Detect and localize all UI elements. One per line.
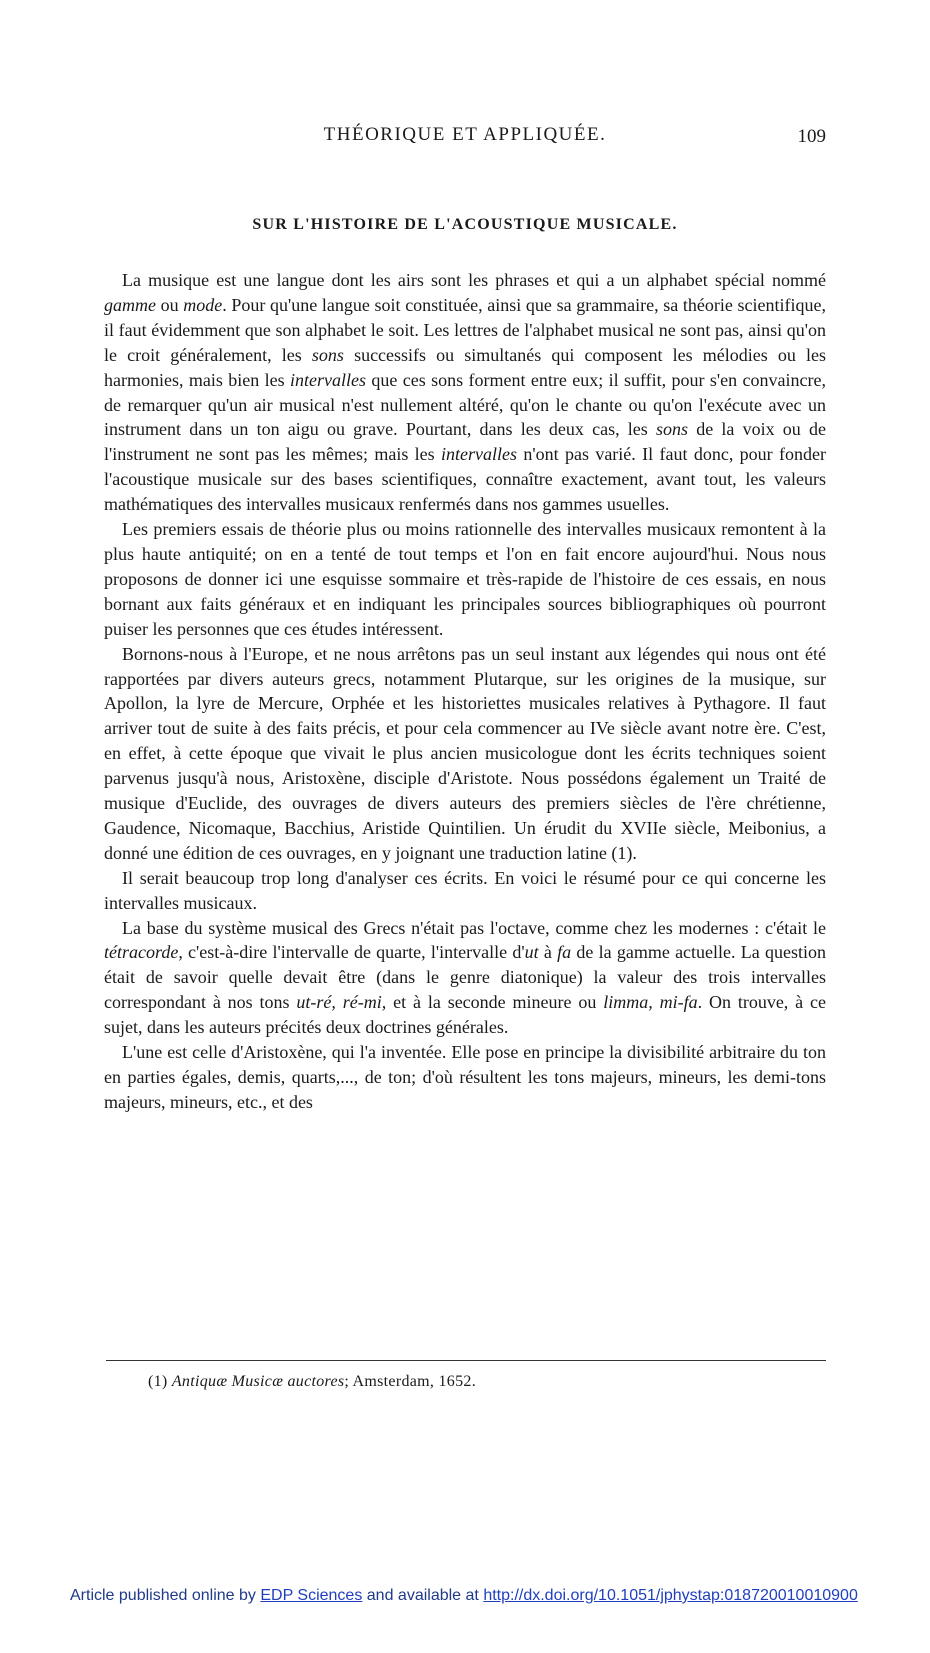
text-run: de la gamme actuelle. La question était de savoir quelle devait être (dans le genre diatonique) la valeur des trois intervalles correspondant à nos tons xyxy=(104,942,826,1013)
italic-term: intervalles xyxy=(441,444,518,465)
text-run: à xyxy=(538,942,558,963)
paragraph-1 xyxy=(104,268,826,517)
text-run: , c'est-à-dire l'intervalle de quarte, l'intervalle d' xyxy=(178,942,525,963)
doi-link[interactable]: http://dx.doi.org/10.1051/jphystap:018720010010900 xyxy=(483,1587,858,1604)
footnote xyxy=(148,1373,828,1391)
italic-term: sons xyxy=(656,419,689,440)
footnote-rule xyxy=(106,1360,826,1361)
text-run: de la voix ou de l'instrument ne sont pas les mêmes; mais les xyxy=(104,419,826,465)
publisher-link[interactable]: EDP Sciences xyxy=(260,1587,363,1604)
text-run: . Pour qu'une langue soit constituée, ainsi que sa grammaire, sa théorie scientifique, il faut évidemment que son alphabet le soit. Les lettres de l'alphabet musical ne sont pas, ainsi qu'on le croit généralement, les xyxy=(104,294,827,365)
italic-term: intervalles xyxy=(290,369,366,390)
footnote-text: ; Amsterdam, 1652. xyxy=(344,1373,477,1390)
paragraph-3: Bornons-nous à l'Europe, et ne nous arrêtons pas un seul instant aux légendes qui nous ont été rapportées par divers auteurs grecs, notamment Plutarque, sur les origines de la musique, sur Apollon, la lyre de Mercure, Orphée et les historiettes musicales relatives à Pythagore. Il faut arriver tout de suite à des faits précis, et pour cela commencer au IVe siècle avant notre ère. C'est, en effet, à cette époque que vivait le plus ancien musicologue dont les écrits techniques soient parvenus jusqu'à nous, Aristoxène, disciple d'Aristote. Nous possédons également un Traité de musique d'Euclide, des ouvrages de divers auteurs des premiers siècles de l'ère chrétienne, Gaudence, Nicomaque, Bacchius, Aristide Quintilien. Un érudit du XVIIe siècle, Meibonius, a donné une édition de ces ouvrages, en y joignant une traduction latine (1). xyxy=(104,643,826,863)
italic-term: gamme xyxy=(104,294,156,315)
running-head: THÉORIQUE ET APPLIQUÉE. xyxy=(323,124,607,145)
footer-text: and available at xyxy=(362,1587,484,1604)
text-run: ou xyxy=(156,294,184,315)
text-run: que ces sons forment entre eux; il suffit, pour s'en convaincre, de remarquer qu'un air musical n'est nullement altéré, qu'on le chante ou qu'on l'exécute avec un instrument dans un ton aigu ou grave. Pourtant, dans les deux cas, les xyxy=(104,369,826,440)
paragraph-2: Les premiers essais de théorie plus ou moins rationnelle des intervalles musicaux remontent à la plus haute antiquité; on en a tenté de tout temps et l'on en fait encore aujourd'hui. Nous nous proposons de donner ici une esquisse sommaire et très-rapide de l'histoire de ces essais, en nous bornant aux faits généraux et en indiquant les principales sources bibliographiques où pourront puiser les personnes que ces études intéressent. xyxy=(104,519,826,639)
footnote-title: Antiquæ Musicæ auctores xyxy=(171,1373,345,1390)
text-run: successifs ou simultanés qui composent les mélodies ou les harmonies, mais bien les xyxy=(104,344,826,390)
paragraph-5 xyxy=(104,916,826,1041)
italic-term: mode xyxy=(183,294,223,315)
publisher-footer xyxy=(70,1587,930,1605)
footnote-marker: (1) xyxy=(148,1373,172,1390)
text-run: et à la seconde mineure ou xyxy=(386,992,604,1013)
italic-term: sons xyxy=(311,344,344,365)
italic-term: tétracorde xyxy=(104,942,179,963)
italic-term: ut xyxy=(524,942,539,963)
running-header xyxy=(104,124,826,154)
paragraph-4: Il serait beaucoup trop long d'analyser ces écrits. En voici le résumé pour ce qui concerne les intervalles musicaux. xyxy=(104,867,826,913)
page-number: 109 xyxy=(797,126,826,147)
italic-term: fa xyxy=(557,942,572,963)
text-run: La musique est une langue dont les airs sont les phrases et qui a un alphabet spécial nommé xyxy=(122,270,826,290)
text-run: La base du système musical des Grecs n'était pas l'octave, comme chez les modernes : c'était le xyxy=(122,917,826,938)
footer-text: Article published online by xyxy=(70,1587,261,1604)
paragraph-6: L'une est celle d'Aristoxène, qui l'a inventée. Elle pose en principe la divisibilité arbitraire du ton en parties égales, demis, quarts,..., de ton; d'où résultent les tons majeurs, mineurs, les demi-tons majeurs, mineurs, etc., et des xyxy=(104,1042,826,1112)
italic-term: ut-ré, ré-mi, xyxy=(296,992,387,1013)
text-run: n'ont pas varié. Il faut donc, pour fonder l'acoustique musicale sur des bases scientifiques, connaître exactement, avant tout, les valeurs mathématiques des intervalles musicaux renfermés dans nos gammes usuelles. xyxy=(104,444,826,515)
text-run: . On trouve, à ce sujet, dans les auteurs précités deux doctrines générales. xyxy=(104,992,826,1038)
section-title: SUR L'HISTOIRE DE L'ACOUSTIQUE MUSICALE. xyxy=(252,216,678,233)
italic-term: limma, mi-fa xyxy=(603,992,698,1013)
body-text xyxy=(104,268,826,1115)
